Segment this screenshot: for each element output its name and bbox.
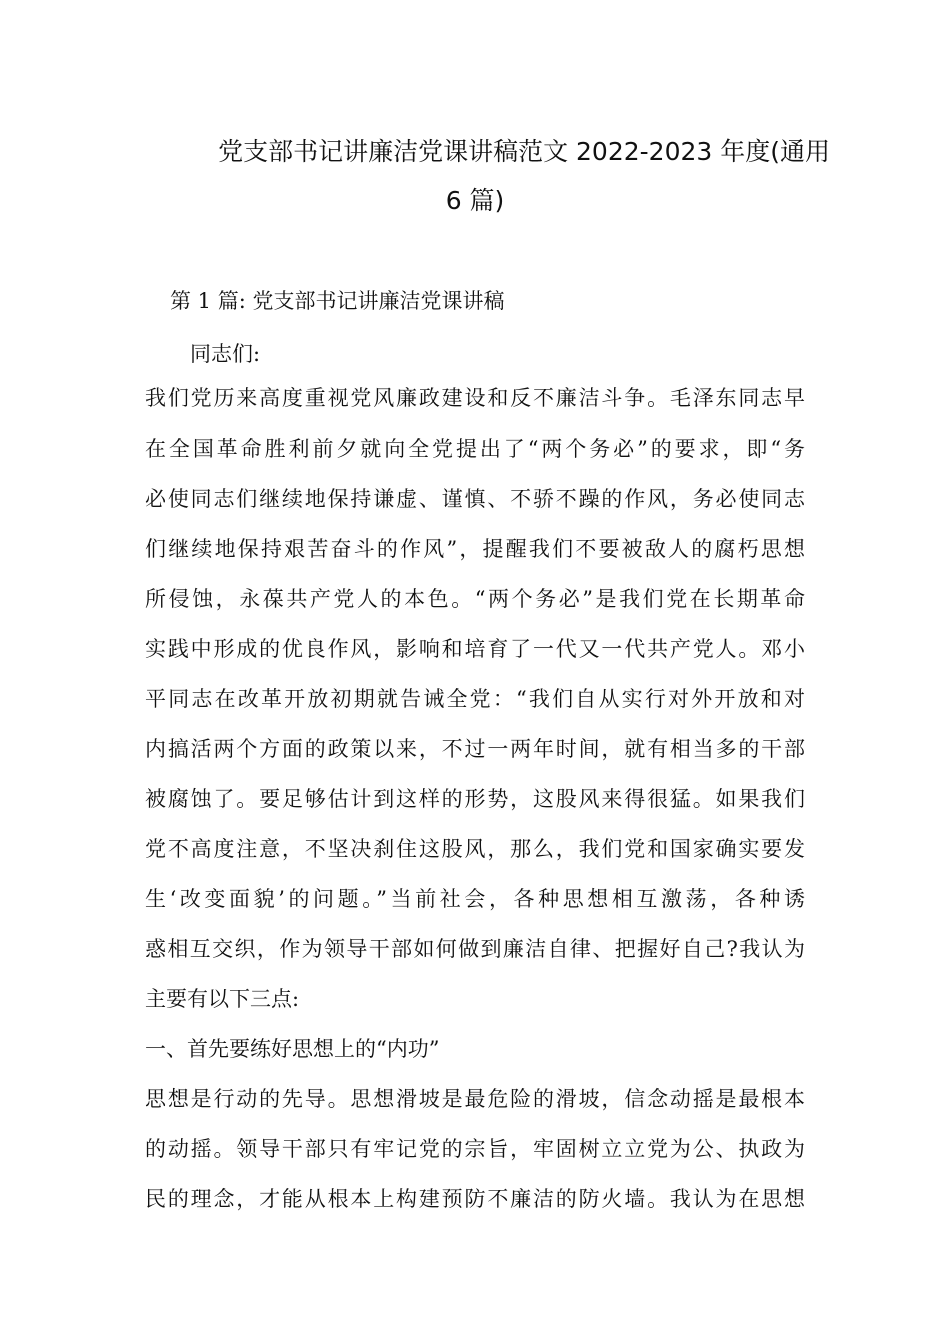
subheading: 一、首先要练好思想上的“内功” — [145, 1037, 440, 1061]
document-title-line-1: 党支部书记讲廉洁党课讲稿范文 2022-2023 年度(通用 — [218, 137, 830, 166]
salutation: 同志们: — [190, 342, 261, 366]
paragraph-line: 民的理念，才能从根本上构建预防不廉洁的防火墙。我认为在思想 — [145, 1187, 805, 1211]
paragraph-line: 平同志在改革开放初期就告诫全党：“我们自从实行对外开放和对 — [145, 687, 805, 711]
paragraph-line: 实践中形成的优良作风，影响和培育了一代又一代共产党人。邓小 — [145, 637, 805, 661]
paragraph-line: 我们党历来高度重视党风廉政建设和反不廉洁斗争。毛泽东同志早 — [145, 386, 805, 410]
paragraph-line: 的动摇。领导干部只有牢记党的宗旨，牢固树立立党为公、执政为 — [145, 1137, 805, 1161]
paragraph-line: 所侵蚀，永葆共产党人的本色。“两个务必”是我们党在长期革命 — [145, 587, 805, 611]
document-title-line-2: 6 篇) — [445, 186, 505, 215]
paragraph-line: 被腐蚀了。要足够估计到这样的形势，这股风来得很猛。如果我们 — [145, 787, 805, 811]
paragraph-line: 必使同志们继续地保持谦虚、谨慎、不骄不躁的作风，务必使同志 — [145, 487, 805, 511]
paragraph-line: 惑相互交织，作为领导干部如何做到廉洁自律、把握好自己?我认为 — [145, 937, 805, 961]
section-heading: 第 1 篇: 党支部书记讲廉洁党课讲稿 — [170, 289, 505, 313]
paragraph-line: 内搞活两个方面的政策以来，不过一两年时间，就有相当多的干部 — [145, 737, 805, 761]
paragraph-line: 们继续地保持艰苦奋斗的作风”，提醒我们不要被敌人的腐朽思想 — [145, 537, 805, 561]
paragraph-line: 生‘改变面貌’的问题。”当前社会，各种思想相互激荡，各种诱 — [145, 887, 805, 911]
paragraph-line: 主要有以下三点: — [145, 987, 300, 1011]
paragraph-line: 思想是行动的先导。思想滑坡是最危险的滑坡，信念动摇是最根本 — [145, 1087, 805, 1111]
paragraph-line: 党不高度注意，不坚决刹住这股风，那么，我们党和国家确实要发 — [145, 837, 805, 861]
paragraph-line: 在全国革命胜利前夕就向全党提出了“两个务必”的要求，即“务 — [145, 437, 805, 461]
